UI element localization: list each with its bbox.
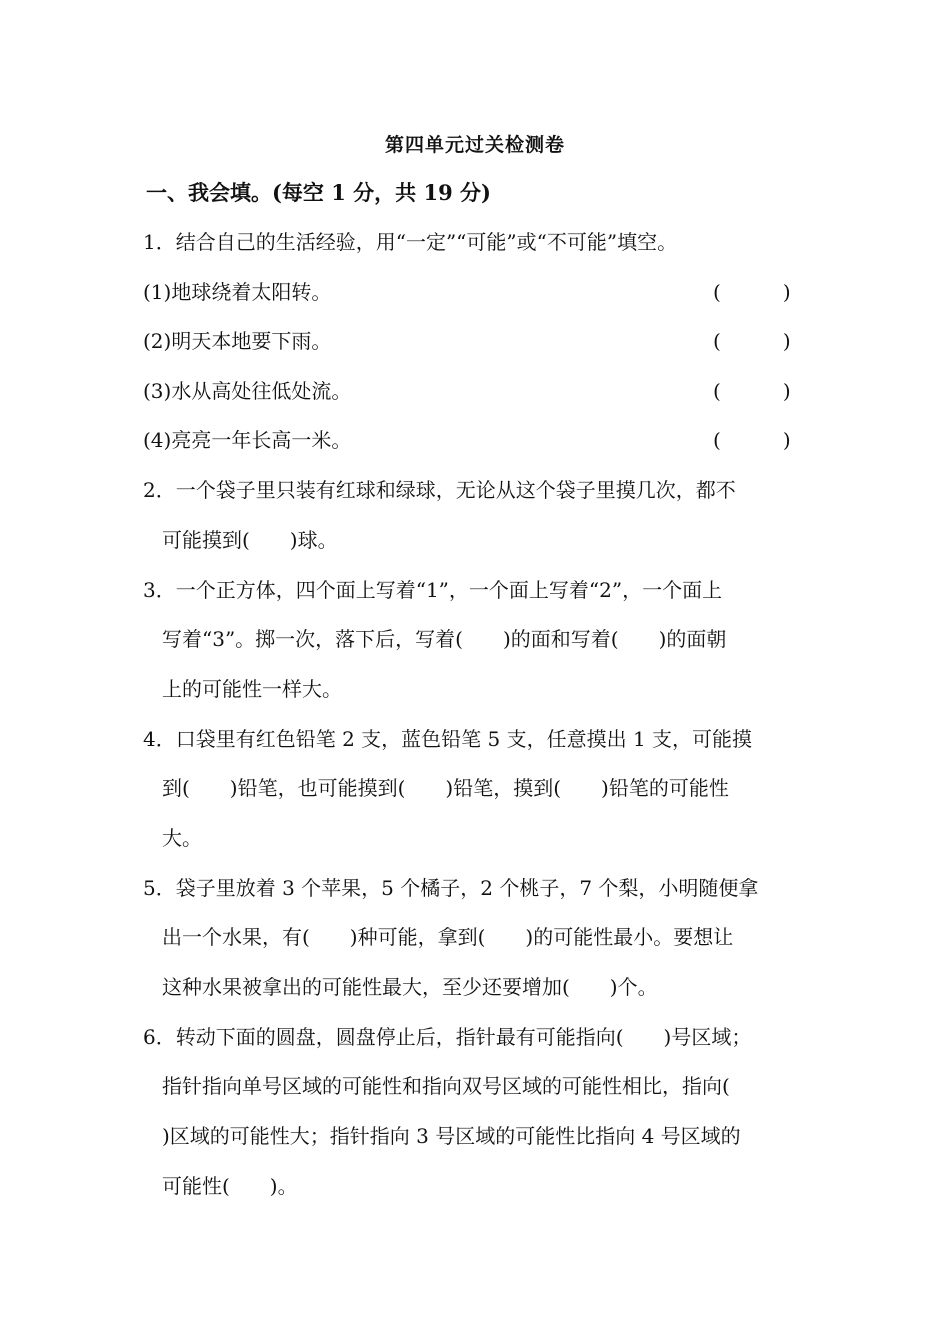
question-1-item: (2)明天本地要下雨。 [143,329,332,353]
question-3-line: 写着“3”。掷一次，落下后，写着( )的面和写着( )的面朝 [162,627,727,651]
question-2-line: 可能摸到( )球。 [162,528,338,552]
page-title: 第四单元过关检测卷 [384,134,565,156]
question-4-line: 到( )铅笔，也可能摸到( )铅笔，摸到( )铅笔的可能性 [162,776,729,800]
question-3-line: 3．一个正方体，四个面上写着“1”，一个面上写着“2”，一个面上 [143,578,723,602]
question-4-line: 大。 [162,826,202,850]
question-6-line: 指针指向单号区域的可能性和指向双号区域的可能性相比，指向( [162,1074,730,1098]
answer-blank[interactable]: ( ) [713,329,791,353]
question-1-item: (3)水从高处往低处流。 [143,379,352,403]
question-3-line: 上的可能性一样大。 [162,677,342,701]
question-2-line: 2．一个袋子里只装有红球和绿球，无论从这个袋子里摸几次，都不 [143,478,736,502]
answer-blank[interactable]: ( ) [713,280,791,304]
question-4-line: 4．口袋里有红色铅笔 2 支，蓝色铅笔 5 支，任意摸出 1 支，可能摸 [143,727,753,751]
question-1-item: (1)地球绕着太阳转。 [143,280,332,304]
answer-blank[interactable]: ( ) [713,379,791,403]
question-1-item: (4)亮亮一年长高一米。 [143,428,352,452]
question-5-line: 5．袋子里放着 3 个苹果，5 个橘子，2 个桃子，7 个梨，小明随便拿 [143,876,759,900]
question-5-line: 出一个水果，有( )种可能，拿到( )的可能性最小。要想让 [162,925,734,949]
answer-blank[interactable]: ( ) [713,428,791,452]
question-1-stem: 1．结合自己的生活经验，用“一定”“可能”或“不可能”填空。 [143,230,678,254]
section-heading: 一、我会填。(每空 1 分，共 19 分) [146,180,491,205]
question-5-line: 这种水果被拿出的可能性最大，至少还要增加( )个。 [162,975,658,999]
question-6-line: )区域的可能性大；指针指向 3 号区域的可能性比指向 4 号区域的 [162,1124,741,1148]
question-6-line: 6．转动下面的圆盘，圆盘停止后，指针最有可能指向( )号区域； [143,1025,752,1049]
question-6-line: 可能性( )。 [162,1174,298,1198]
